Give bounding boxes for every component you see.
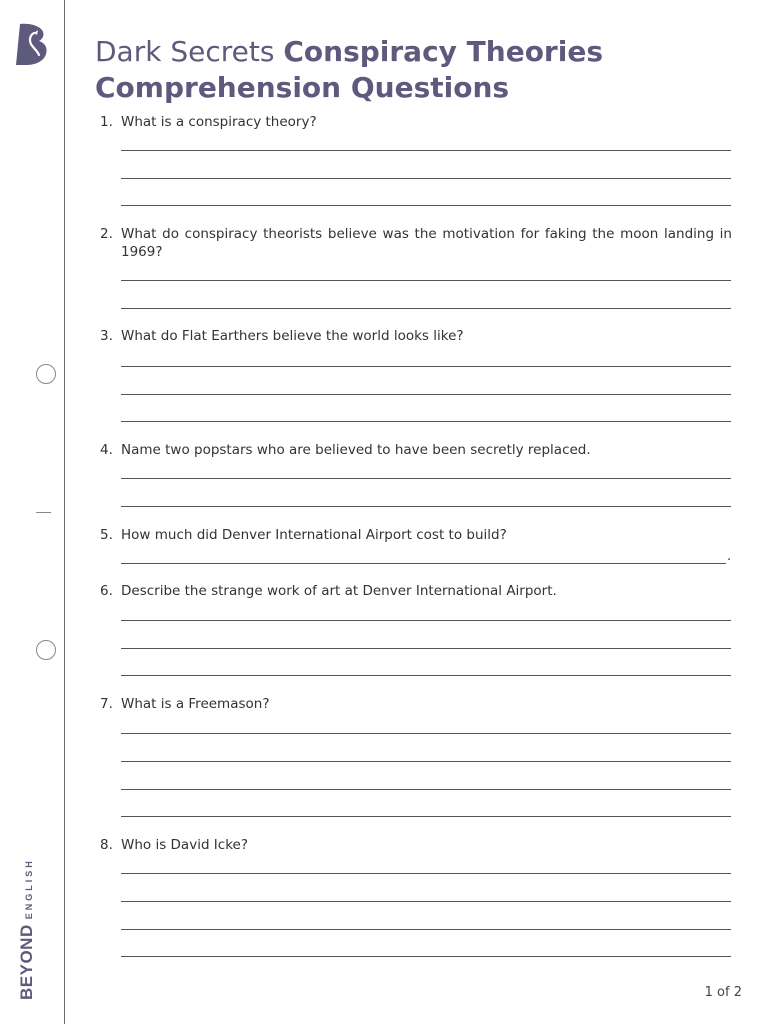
question-text: Describe the strange work of art at Denver International Airport. (121, 583, 557, 599)
question-text: Name two popstars who are believed to have been secretly replaced. (121, 442, 591, 458)
question-item (100, 526, 732, 544)
question-item (100, 113, 732, 131)
answer-line[interactable] (121, 733, 731, 734)
question-item (100, 225, 732, 261)
question-text: What is a Freemason? (121, 696, 270, 712)
question-text: How much did Denver International Airport cost to build? (121, 527, 507, 543)
question-number: 8. (100, 837, 113, 853)
answer-line[interactable] (121, 150, 731, 151)
answer-line[interactable] (121, 394, 731, 395)
answer-line[interactable] (121, 620, 731, 621)
answer-line[interactable] (121, 421, 731, 422)
answer-line[interactable] (121, 956, 731, 957)
brand-vertical (17, 858, 37, 1000)
answer-line[interactable] (121, 205, 731, 206)
answer-line[interactable] (121, 280, 731, 281)
title-bold-1: Conspiracy Theories (283, 35, 603, 68)
answer-end-mark: . (727, 549, 732, 564)
answer-line[interactable] (121, 929, 731, 930)
page-number: 1 of 2 (704, 985, 742, 1000)
answer-line[interactable] (121, 873, 731, 874)
brand-subname: ENGLISH (24, 858, 34, 920)
fold-mark (36, 512, 51, 513)
title-light: Dark Secrets (95, 35, 275, 68)
question-text: What do conspiracy theorists believe was the motivation for faking the moon landing in 1969? (121, 226, 732, 260)
question-number: 7. (100, 696, 113, 712)
question-text: What do Flat Earthers believe the world looks like? (121, 328, 464, 344)
question-number: 4. (100, 442, 113, 458)
margin-line (64, 0, 65, 1024)
answer-line[interactable] (121, 366, 731, 367)
question-number: 6. (100, 583, 113, 599)
question-item (100, 582, 732, 600)
question-item (100, 441, 732, 459)
brand-name: BEYOND (17, 924, 36, 1000)
binder-hole (36, 364, 56, 384)
question-number: 3. (100, 328, 113, 344)
answer-line[interactable] (121, 648, 731, 649)
answer-line[interactable] (121, 563, 726, 564)
answer-line[interactable] (121, 761, 731, 762)
answer-line[interactable] (121, 816, 731, 817)
answer-line[interactable] (121, 308, 731, 309)
question-number: 1. (100, 114, 113, 130)
answer-line[interactable] (121, 675, 731, 676)
question-number: 5. (100, 527, 113, 543)
page-title (95, 34, 745, 106)
question-item (100, 836, 732, 854)
title-bold-2: Comprehension Questions (95, 71, 510, 104)
binder-hole (36, 640, 56, 660)
question-item (100, 327, 732, 345)
beyond-english-logo (14, 22, 52, 66)
question-text: What is a conspiracy theory? (121, 114, 317, 130)
answer-line[interactable] (121, 506, 731, 507)
answer-line[interactable] (121, 478, 731, 479)
answer-line[interactable] (121, 901, 731, 902)
answer-line[interactable] (121, 789, 731, 790)
question-number: 2. (100, 226, 113, 242)
question-item (100, 695, 732, 713)
answer-line[interactable] (121, 178, 731, 179)
question-text: Who is David Icke? (121, 837, 249, 853)
